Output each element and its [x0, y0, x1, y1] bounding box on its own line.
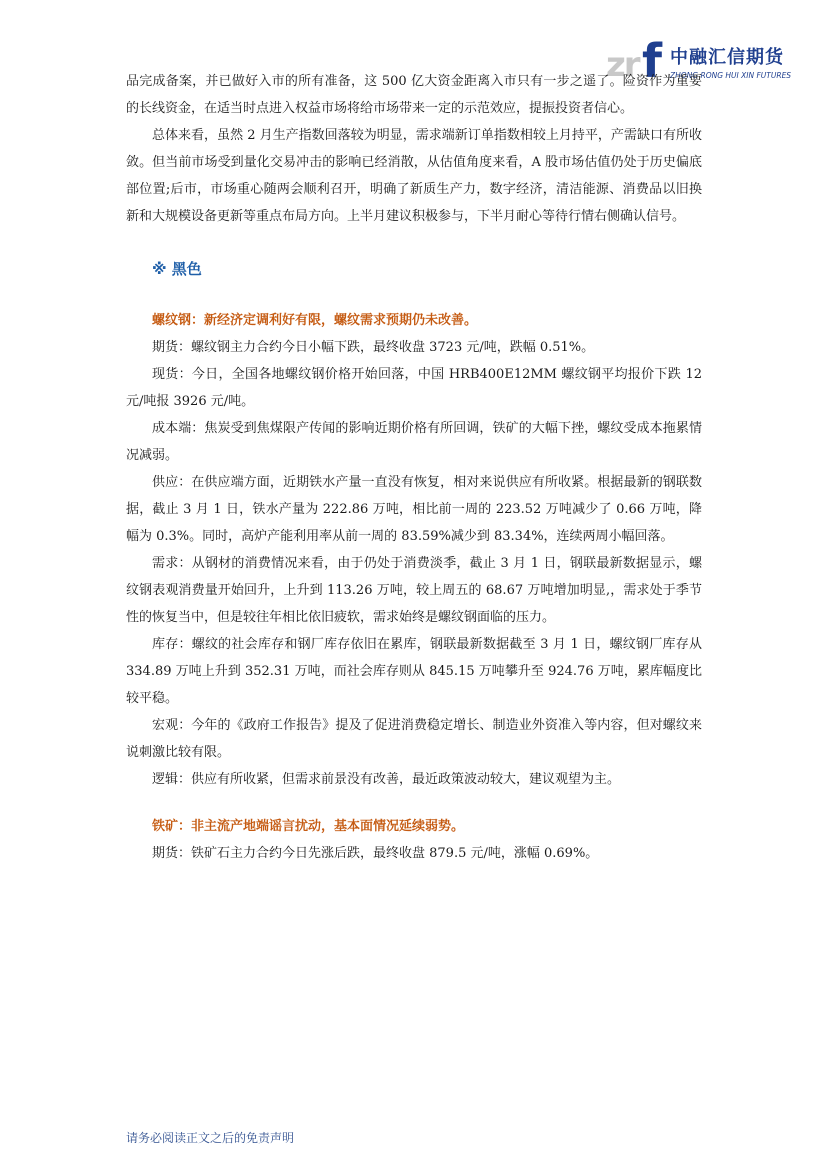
- logo-company-name: 中融汇信期货: [670, 47, 784, 68]
- rebar-spot: 现货：今日，全国各地螺纹钢价格开始回落，中国 HRB400E12MM 螺纹钢平均报价下跌 12 元/吨报 3926 元/吨。: [126, 367, 702, 409]
- intro-paragraph-1: 品完成备案，并已做好入市的所有准备，这 500 亿大资金距离入市只有一步之遥了。险资作为重要的长线资金，在适当时点进入权益市场将给市场带来一定的示范效应，提振投资者信心。: [126, 74, 702, 116]
- document-body: [126, 68, 702, 867]
- logo-mark-left: zr: [606, 45, 639, 85]
- logo-company-name-en: ZHONG RONG HUI XIN FUTURES: [670, 71, 792, 80]
- intro-paragraph-2: 总体来看，虽然 2 月生产指数回落较为明显，需求端新订单指数相较上月持平，产需缺口有所收敛。但当前市场受到量化交易冲击的影响已经消散，从估值角度来看，A 股市场估值仍处于历史偏底部位置;后市，市场重心随两会顺利召开，明确了新质生产力，数字经济，清洁能源、消费品以旧换新和大规模设备更新等重点布局方向。上半月建议积极参与，下半月耐心等待行情右侧确认信号。: [126, 128, 702, 224]
- rebar-supply: 供应：在供应端方面，近期铁水产量一直没有恢复，相对来说供应有所收紧。根据最新的钢联数据，截止 3 月 1 日，铁水产量为 222.86 万吨，相比前一周的 223.52 万吨减少了 0.66 万吨，降幅为 0.3%。同时，高炉产能利用率从前一周的 83.59%减少到 83.34%，连续两周小幅回落。: [126, 475, 702, 544]
- rebar-title: 螺纹钢：新经济定调利好有限，螺纹需求预期仍未改善。: [152, 313, 478, 328]
- rebar-inventory: 库存：螺纹的社会库存和钢厂库存依旧在累库，钢联最新数据截至 3 月 1 日，螺纹钢厂库存从 334.89 万吨上升到 352.31 万吨，而社会库存则从 845.15 万吨攀升至 924.76 万吨，累库幅度比较平稳。: [126, 637, 702, 706]
- iron-ore-title: 铁矿：非主流产地端谣言扰动，基本面情况延续弱势。: [152, 819, 465, 834]
- section-title-black: ※ 黑色: [152, 260, 202, 278]
- rebar-logic: 逻辑：供应有所收紧，但需求前景没有改善，最近政策波动较大，建议观望为主。: [152, 772, 621, 787]
- rebar-macro: 宏观：今年的《政府工作报告》提及了促进消费稳定增长、制造业外资准入等内容，但对螺纹来说刺激比较有限。: [126, 718, 702, 760]
- footer-disclaimer: 请务必阅读正文之后的免责声明: [126, 1131, 295, 1145]
- rebar-cost: 成本端：焦炭受到焦煤限产传闻的影响近期价格有所回调，铁矿的大幅下挫，螺纹受成本拖累情况减弱。: [126, 421, 702, 463]
- logo-mark-right: f: [642, 34, 663, 88]
- rebar-futures: 期货：螺纹钢主力合约今日小幅下跌，最终收盘 3723 元/吨，跌幅 0.51%。: [152, 340, 595, 355]
- rebar-demand: 需求：从钢材的消费情况来看，由于仍处于消费淡季，截止 3 月 1 日，钢联最新数据显示，螺纹钢表观消费量开始回升，上升到 113.26 万吨，较上周五的 68.67 万吨增加明显,，需求处于季节性的恢复当中，但是较往年相比依旧疲软，需求始终是螺纹钢面临的压力。: [126, 556, 702, 625]
- iron-ore-futures: 期货：铁矿石主力合约今日先涨后跌，最终收盘 879.5 元/吨，涨幅 0.69%。: [152, 846, 599, 861]
